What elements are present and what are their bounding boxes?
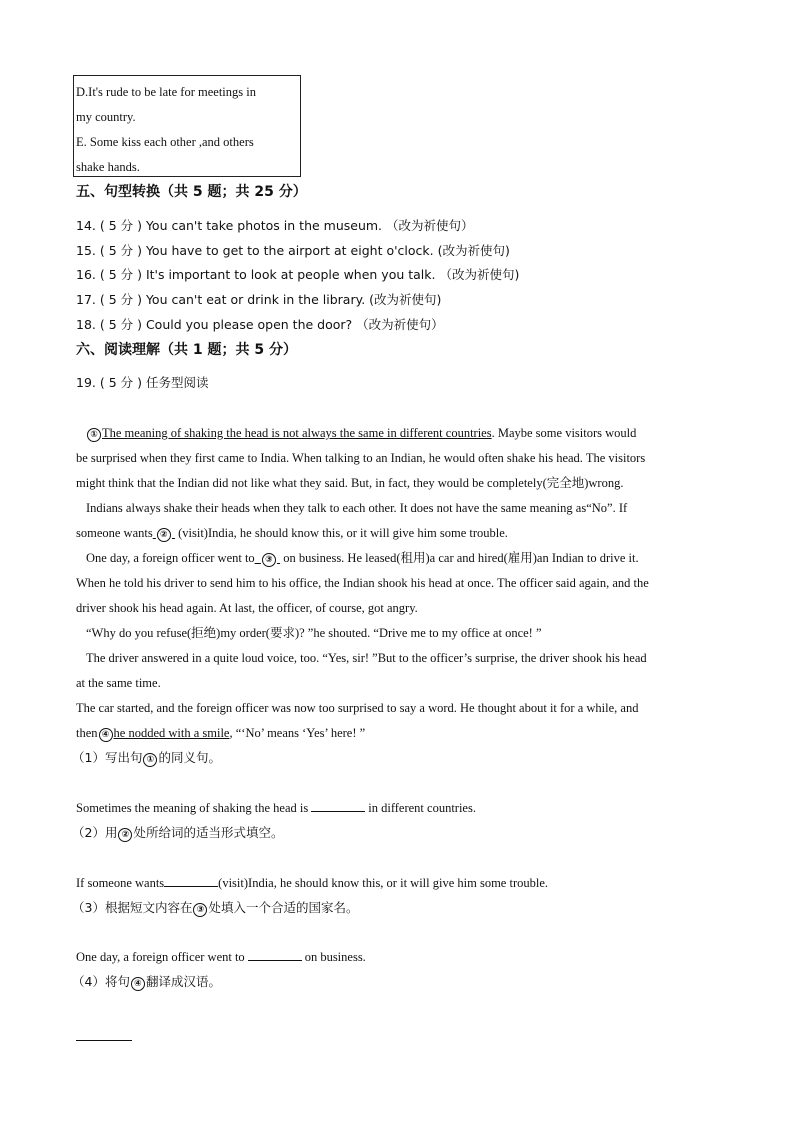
marker-4: ④	[99, 728, 113, 742]
task-2-answer	[76, 875, 548, 891]
passage-line-1	[86, 425, 636, 442]
passage-line-3: might think that the Indian did not like what they said. But, in fact, they would be completely(完全地)wrong.	[76, 476, 624, 490]
answer-blank-1[interactable]	[311, 801, 365, 812]
passage-line-11: at the same time.	[76, 676, 161, 690]
question-17: 17. ( 5 分 ) You can't eat or drink in the library. (改为祈使句)	[76, 292, 442, 307]
passage-text: One day, a foreign officer went to	[86, 551, 255, 565]
passage-line-2: be surprised when they first came to India. When talking to an Indian, he would often shake his head. The visitors	[76, 451, 646, 465]
task-text: Sometimes the meaning of shaking the head is	[76, 801, 309, 815]
marker-1: ①	[143, 753, 157, 767]
task-text: （2）用	[72, 825, 118, 840]
section5-title: 五、句型转换（共 5 题；共 25 分）	[76, 184, 307, 200]
passage-text: someone wants	[76, 526, 153, 540]
passage-line-6	[86, 550, 639, 567]
task-text: 翻译成汉语。	[145, 974, 221, 989]
answer-options-box	[73, 75, 301, 177]
passage-line-5	[76, 525, 508, 542]
passage-line-10: The driver answered in a quite loud voice, too. “Yes, sir! ”But to the officer’s surprise, the driver shook his head	[86, 651, 647, 665]
blank-3	[255, 551, 280, 565]
passage-text: . Maybe some visitors would	[491, 426, 637, 440]
passage-line-7: When he told his driver to send him to his office, the Indian shook his head at once. The officer said again, and the	[76, 576, 649, 590]
section6-title: 六、阅读理解（共 1 题；共 5 分）	[76, 342, 297, 358]
marker-3: ③	[193, 903, 207, 917]
passage-line-13	[76, 725, 365, 742]
option-e-line1: E. Some kiss each other ,and others	[76, 135, 254, 149]
task-text: in different countries.	[368, 801, 476, 815]
question-18: 18. ( 5 分 ) Could you please open the door? （改为祈使句）	[76, 317, 444, 332]
task-text: （3）根据短文内容在	[72, 900, 193, 915]
answer-blank-3[interactable]	[248, 950, 302, 961]
task-text: 处填入一个合适的国家名。	[208, 900, 359, 915]
passage-text: then	[76, 726, 98, 740]
option-d-line2: my country.	[76, 110, 136, 124]
passage-text: , “‘No’ means ‘Yes’ here! ”	[229, 726, 366, 740]
task-3-answer	[76, 949, 366, 965]
passage-line-9: “Why do you refuse(拒绝)my order(要求)? ”he shouted. “Drive me to my office at once! ”	[86, 626, 542, 640]
marker-2: ②	[118, 828, 132, 842]
task-text: One day, a foreign officer went to	[76, 950, 245, 964]
marker-4: ④	[131, 977, 145, 991]
answer-blank-4[interactable]	[76, 1040, 132, 1041]
sentence-4: he nodded with a smile	[113, 726, 230, 740]
task-1-answer	[76, 800, 476, 816]
task-text: （1）写出句	[72, 750, 143, 765]
passage-line-12: The car started, and the foreign officer was now too surprised to say a word. He thought about it for a while, and	[76, 701, 639, 715]
task-text: （4）将句	[72, 974, 130, 989]
answer-blank-2[interactable]	[164, 876, 218, 887]
marker-3: ③	[262, 553, 276, 567]
passage-text: on business. He leased(租用)a car and hired(雇用)an Indian to drive it.	[280, 551, 639, 565]
question-19: 19. ( 5 分 ) 任务型阅读	[76, 375, 209, 390]
task-text: 的同义句。	[158, 750, 221, 765]
task-text: 处所给词的适当形式填空。	[133, 825, 284, 840]
task-3-label	[72, 900, 358, 917]
question-14: 14. ( 5 分 ) You can't take photos in the museum. （改为祈使句）	[76, 218, 474, 233]
task-2-label	[72, 825, 283, 842]
sentence-1: The meaning of shaking the head is not always the same in different countries	[102, 426, 492, 440]
marker-2: ②	[157, 528, 171, 542]
passage-line-8: driver shook his head again. At last, the officer, of course, got angry.	[76, 601, 418, 615]
option-e-line2: shake hands.	[76, 160, 140, 174]
marker-1: ①	[87, 428, 101, 442]
question-16: 16. ( 5 分 ) It's important to look at people when you talk. （改为祈使句)	[76, 267, 520, 282]
task-text: (visit)India, he should know this, or it will give him some trouble.	[218, 876, 548, 890]
task-text: on business.	[304, 950, 366, 964]
task-1-label	[72, 750, 221, 767]
task-text: If someone wants	[76, 876, 165, 890]
blank-2	[153, 526, 175, 540]
passage-line-4: Indians always shake their heads when they talk to each other. It does not have the same meaning as“No”. If	[86, 501, 628, 515]
passage-text: (visit)India, he should know this, or it will give him some trouble.	[174, 526, 508, 540]
task-4-label	[72, 974, 221, 991]
question-15: 15. ( 5 分 ) You have to get to the airport at eight o'clock. (改为祈使句)	[76, 243, 510, 258]
option-d-line1: D.It's rude to be late for meetings in	[76, 85, 256, 99]
